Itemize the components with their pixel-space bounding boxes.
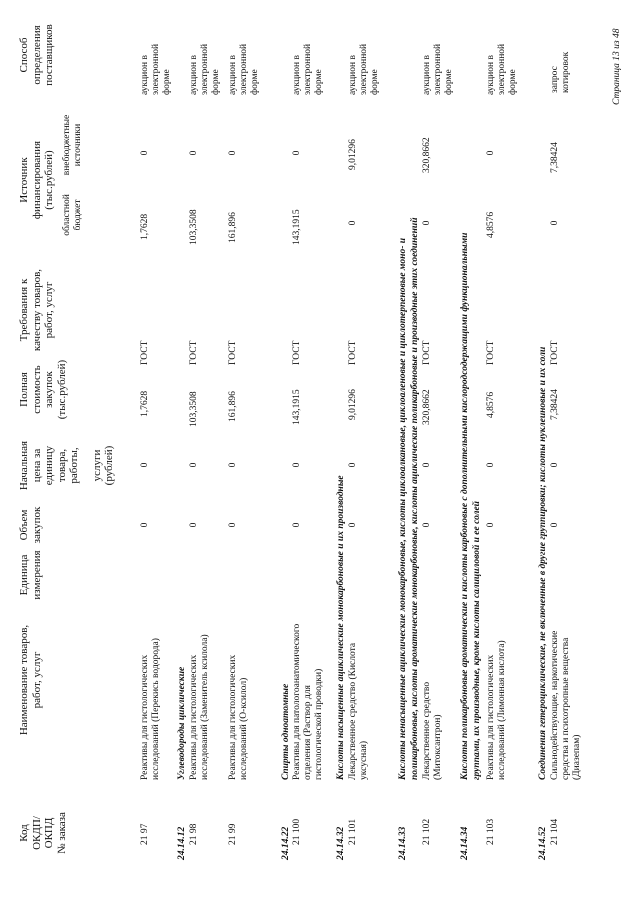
header-requirements: Требования к качеству товаров, работ, услуг: [18, 268, 55, 352]
row-extra: 7,38424: [550, 142, 560, 173]
row-total: 7,38424: [550, 389, 560, 420]
header-source: Источник финансирования (тыс.рублей): [18, 140, 55, 220]
row-method: аукцион в электронной форме: [422, 43, 454, 95]
row-order: 21 103: [486, 818, 496, 845]
row-total: 143,1915: [292, 389, 302, 425]
row-extra: 320,8662: [422, 137, 432, 173]
row-regional: 143,1915: [292, 209, 302, 245]
row-regional: 0: [348, 220, 358, 226]
header-total: Полная стоимость закупок (тыс.рублей): [18, 359, 68, 420]
row-price: 0: [486, 462, 496, 468]
row-extra: 0: [140, 150, 150, 156]
group-title: Соединения гетероциклические, не включенные в другие группировки; кислоты нуклеиновые и их соли: [538, 346, 548, 780]
row-extra: 0: [486, 150, 496, 156]
row-total: 9,01296: [348, 389, 358, 420]
row-order: 21 98: [189, 823, 199, 845]
group-title: Спирты одноатомные: [281, 683, 291, 780]
row-extra: 0: [292, 150, 302, 156]
row-total: 4,8576: [486, 391, 496, 418]
row-method: аукцион в электронной форме: [189, 43, 221, 95]
row-req: ГОСТ: [348, 340, 358, 365]
row-volume: 0: [422, 522, 432, 528]
row-regional: 4,8576: [486, 211, 496, 238]
row-name: Реактивы для патологоанатомического отделения (Раствор для гистологической проводки): [292, 623, 324, 780]
row-extra: 0: [189, 150, 199, 156]
group-title-continued: группами, их производные, кроме кислоты салициловой и ее солей: [472, 501, 482, 780]
row-volume: 0: [550, 522, 560, 528]
row-volume: 0: [189, 522, 199, 528]
row-volume: 0: [228, 522, 238, 528]
group-title: Кислоты насыщенные ациклические монокарбоновые и их производные: [336, 475, 346, 780]
row-name: Лекарственное средство (Митоксантрон): [422, 681, 443, 780]
row-total: 1,7628: [140, 390, 150, 417]
group-title: Кислоты поликарбоновые ароматические и кислоты карбоновые с дополнительными кислородсодержащими функциональными: [460, 232, 470, 780]
row-order: 21 101: [348, 818, 358, 845]
row-volume: 0: [348, 522, 358, 528]
row-extra: 0: [228, 150, 238, 156]
row-order: 21 100: [292, 818, 302, 845]
row-method: аукцион в электронной форме: [348, 43, 380, 95]
row-method: аукцион в электронной форме: [228, 43, 260, 95]
row-volume: 0: [486, 522, 496, 528]
row-name: Реактивы для гистологических исследований (Заменитель ксилола): [189, 634, 210, 780]
group-code: 24.14.52: [538, 826, 548, 860]
header-name: Наименование товаров, работ, услуг: [18, 624, 43, 736]
group-title: Кислоты ненасыщенные ациклические монокарбоновые, кислоты циклоалкановые, циклоаленовые и циклотерпеновые моно- и: [398, 237, 408, 780]
row-volume: 0: [292, 522, 302, 528]
row-order: 21 97: [140, 823, 150, 845]
row-name: Сильнодействующие, наркотические средства и психотропные вещества (Диазепам): [550, 630, 582, 780]
row-order: 21 104: [550, 818, 560, 845]
row-price: 0: [550, 462, 560, 468]
row-regional: 0: [422, 220, 432, 226]
row-total: 320,8662: [422, 389, 432, 425]
row-total: 161,896: [228, 391, 238, 422]
row-price: 0: [189, 462, 199, 468]
header-source-extra: внебюджетные источники: [62, 114, 83, 176]
group-code: 24.14.32: [336, 826, 346, 860]
row-name: Реактивы для гистологических исследований (Лимонная кислота): [486, 640, 507, 780]
row-req: ГОСТ: [292, 340, 302, 365]
header-unit: Единица измерения: [18, 550, 43, 600]
row-extra: 9,01296: [348, 139, 358, 170]
row-name: Реактивы для гистологических исследований (О-ксилол): [228, 654, 249, 780]
row-req: ГОСТ: [228, 340, 238, 365]
row-order: 21 99: [228, 823, 238, 845]
row-regional: 103,3508: [189, 209, 199, 245]
row-req: ГОСТ: [486, 340, 496, 365]
row-price: 0: [228, 462, 238, 468]
page-number: Страница 13 из 48: [612, 28, 622, 105]
row-regional: 0: [550, 220, 560, 226]
group-code: 24.14.22: [281, 826, 291, 860]
row-price: 0: [140, 462, 150, 468]
row-req: ГОСТ: [189, 340, 199, 365]
row-name: Лекарственное средство (Кислота уксусная): [348, 642, 369, 780]
row-regional: 1,7628: [140, 213, 150, 240]
row-req: ГОСТ: [550, 340, 560, 365]
row-price: 0: [292, 462, 302, 468]
header-method: Способ определения поставщиков: [18, 24, 55, 86]
row-order: 21 102: [422, 818, 432, 845]
group-code: 24.14.34: [460, 826, 470, 860]
header-volume: Объем закупок: [18, 506, 43, 544]
row-method: запрос котировок: [550, 51, 571, 93]
group-code: 24.14.33: [398, 826, 408, 860]
header-code: Код ОКДП/ ОКПД № заказа: [18, 812, 68, 854]
group-title-continued: поликарбоновые, кислоты ароматические монокарбоновые, кислоты ациклические поликарбоновые и производные этих соединений: [410, 217, 420, 780]
row-req: ГОСТ: [140, 340, 150, 365]
header-source-regional: областной бюджет: [62, 194, 83, 236]
group-title: Углеводороды циклические: [177, 666, 187, 780]
row-method: аукцион в электронной форме: [292, 43, 324, 95]
group-code: 24.14.12: [177, 826, 187, 860]
row-method: аукцион в электронной форме: [486, 43, 518, 95]
row-price: 0: [348, 462, 358, 468]
row-regional: 161,896: [228, 212, 238, 243]
header-unit-price: Начальная цена за единицу товара, работы, услуги (рублей): [18, 440, 115, 491]
row-total: 103,3508: [189, 391, 199, 427]
row-volume: 0: [140, 522, 150, 528]
row-method: аукцион в электронной форме: [140, 43, 172, 95]
row-price: 0: [422, 462, 432, 468]
row-req: ГОСТ: [422, 340, 432, 365]
row-name: Реактивы для гистологических исследований (Перекись водорода): [140, 638, 161, 780]
